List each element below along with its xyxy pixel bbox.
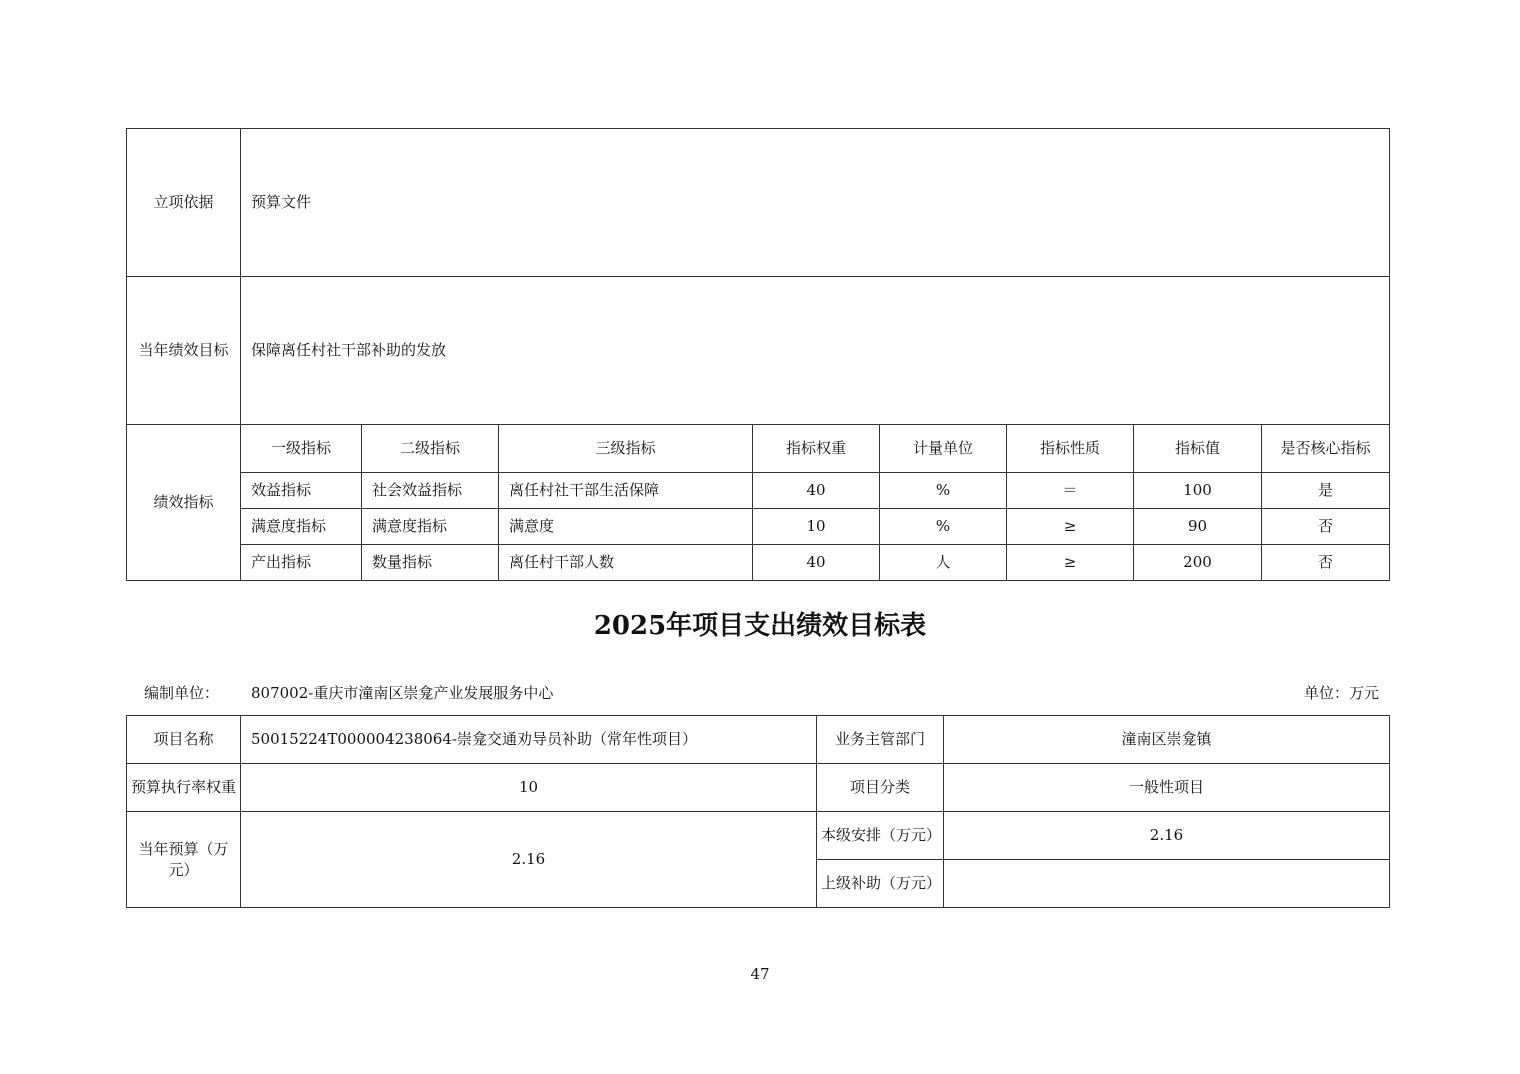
row-weight: 10 [753, 509, 880, 545]
compile-unit-row [126, 680, 1389, 704]
goal-value: 保障离任村社干部补助的发放 [241, 277, 1390, 425]
section-title: 2025年项目支出绩效目标表 [593, 611, 927, 641]
row-level1: 效益指标 [241, 473, 362, 509]
row-core: 是 [1262, 473, 1390, 509]
row-unit: 人 [880, 545, 1007, 581]
row-level1: 产出指标 [241, 545, 362, 581]
header-nature: 指标性质 [1007, 425, 1134, 473]
header-level3: 三级指标 [499, 425, 753, 473]
header-core: 是否核心指标 [1262, 425, 1390, 473]
dept-label: 业务主管部门 [817, 716, 944, 764]
row-nature: ≥ [1007, 509, 1134, 545]
row-level3: 离任村干部人数 [499, 545, 753, 581]
header-unit: 计量单位 [880, 425, 1007, 473]
row-core: 否 [1262, 509, 1390, 545]
performance-goal-table [126, 128, 1390, 581]
project-info-table [126, 715, 1390, 908]
table-row [127, 473, 1390, 509]
row-unit: % [880, 509, 1007, 545]
row-level3: 满意度 [499, 509, 753, 545]
indicators-label: 绩效指标 [127, 425, 241, 581]
project-name-label: 项目名称 [127, 716, 241, 764]
row-level3: 离任村社干部生活保障 [499, 473, 753, 509]
header-weight: 指标权重 [753, 425, 880, 473]
dept-value: 潼南区崇龛镇 [944, 716, 1390, 764]
row-level1: 满意度指标 [241, 509, 362, 545]
row-level2: 社会效益指标 [362, 473, 499, 509]
row-weight: 40 [753, 473, 880, 509]
local-label: 本级安排（万元） [817, 812, 944, 860]
row-nature: ＝ [1007, 473, 1134, 509]
row-value: 90 [1134, 509, 1262, 545]
budget-value: 2.16 [241, 812, 817, 908]
budget-label: 当年预算（万元） [127, 812, 241, 908]
row-level2: 满意度指标 [362, 509, 499, 545]
row-level2: 数量指标 [362, 545, 499, 581]
upper-value [944, 860, 1390, 908]
category-label: 项目分类 [817, 764, 944, 812]
local-value: 2.16 [944, 812, 1390, 860]
header-value: 指标值 [1134, 425, 1262, 473]
table-row [127, 545, 1390, 581]
table-row [127, 509, 1390, 545]
category-value: 一般性项目 [944, 764, 1390, 812]
row-unit: % [880, 473, 1007, 509]
row-core: 否 [1262, 545, 1390, 581]
exec-rate-value: 10 [241, 764, 817, 812]
row-value: 100 [1134, 473, 1262, 509]
upper-label: 上级补助（万元） [817, 860, 944, 908]
basis-label: 立项依据 [127, 129, 241, 277]
goal-label: 当年绩效目标 [127, 277, 241, 425]
row-nature: ≥ [1007, 545, 1134, 581]
header-level2: 二级指标 [362, 425, 499, 473]
compile-unit-label: 编制单位： [144, 684, 220, 702]
project-name-value: 50015224T000004238064-崇龛交通劝导员补助（常年性项目） [241, 716, 817, 764]
header-level1: 一级指标 [241, 425, 362, 473]
exec-rate-label: 预算执行率权重 [127, 764, 241, 812]
row-value: 200 [1134, 545, 1262, 581]
basis-value: 预算文件 [241, 129, 1390, 277]
amount-unit: 单位：万元 [1303, 684, 1379, 702]
row-weight: 40 [753, 545, 880, 581]
compile-unit-value: 807002-重庆市潼南区崇龛产业发展服务中心 [251, 684, 554, 702]
page-number: 47 [750, 965, 770, 983]
